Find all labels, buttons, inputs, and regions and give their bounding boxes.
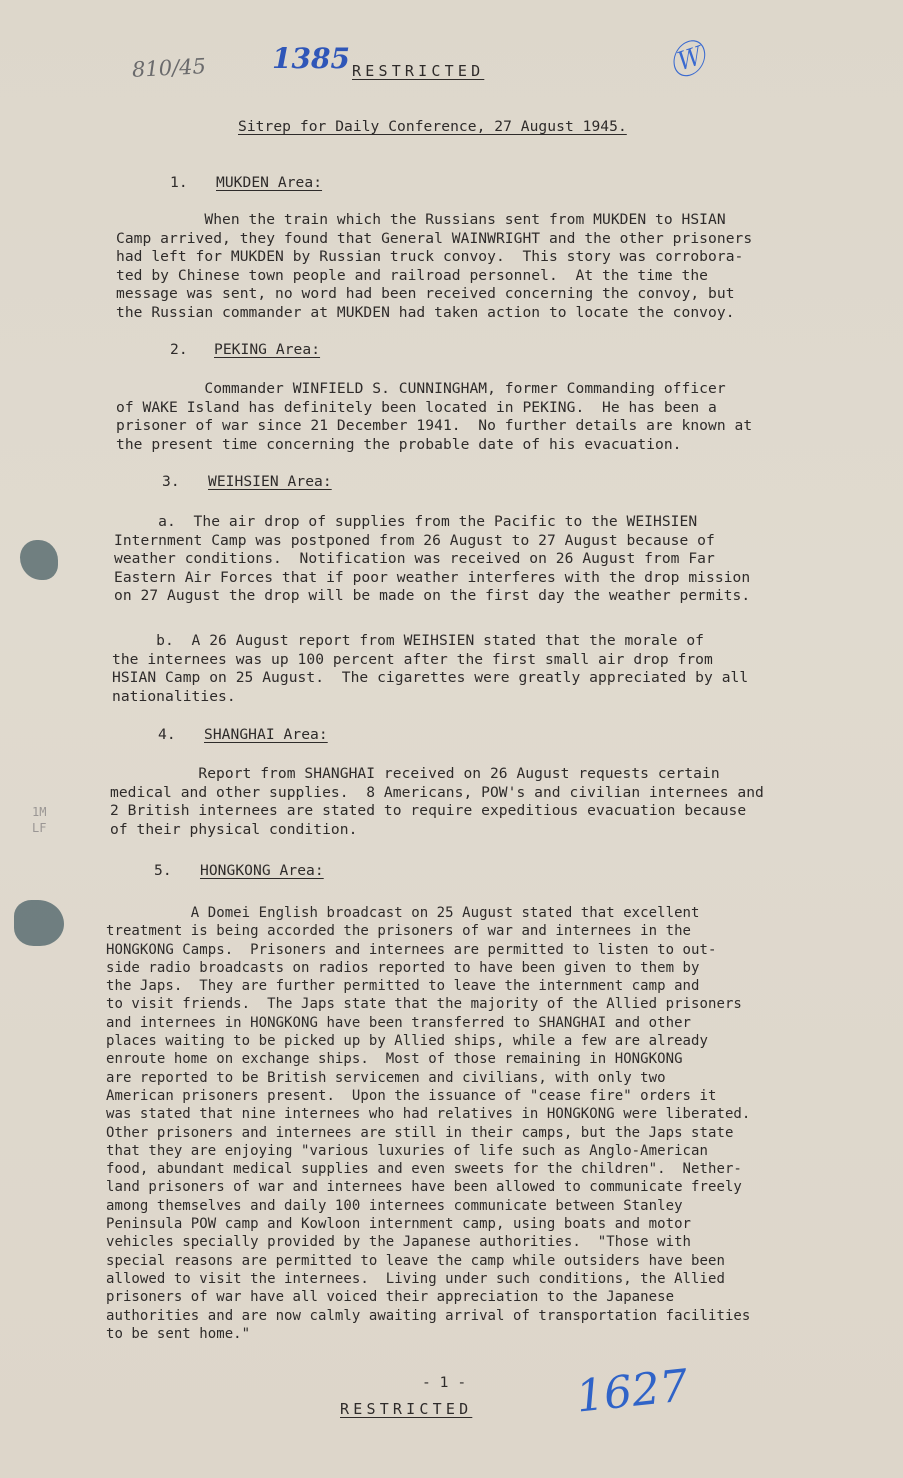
section-paragraph: Report from SHANGHAI received on 26 August requests certain medical and other supplies. 8 Americans, POW's and civilian internees and 2 British internees are stated to require expeditious evacuation because of their physical condition.: [110, 765, 764, 838]
punch-hole-stain: [20, 540, 58, 580]
punch-hole-stain: [14, 900, 64, 946]
section-number: 2.: [170, 341, 188, 358]
section-paragraph: A Domei English broadcast on 25 August stated that excellent treatment is being accorded the prisoners of war and internees in the HONGKONG Camps. Prisoners and internees are permitted to listen to out- side radio broadcasts on radios reported to have been given to them by the Japs. They are further permitted to leave the internment camp and to visit friends. The Japs state that the majority of the Allied prisoners and internees in HONGKONG have been transferred to SHANGHAI and other places waiting to be picked up by Allied ships, while a few are already enroute home on exchange ships. Most of those remaining in HONGKONG are reported to be British servicemen and civilians, with only two American prisoners present. Upon the issuance of "cease fire" orders it was stated that nine internees who had relatives in HONGKONG were liberated. Other prisoners and internees are still in their camps, but the Japs state that they are enjoying "various luxuries of life such as Anglo-American food, abundant medical supplies and even sweets for the children". Nether- land prisoners of war and internees have been allowed to communicate freely among themselves and daily 100 internees communicate between Stanley Peninsula POW camp and Kowloon internment camp, using boats and motor vehicles specially provided by the Japanese authorities. "Those with special reasons are permitted to leave the camp while outsiders have been allowed to visit the internees. Living under such conditions, the Allied prisoners of war have all voiced their appreciation to the Japanese authorities and are now calmly awaiting arrival of transportation facilities to be sent home.": [106, 905, 751, 1342]
section-number: 1.: [170, 174, 188, 191]
section-number: 5.: [154, 862, 172, 879]
initials-scribble: Ⓦ: [663, 38, 705, 87]
section-heading: SHANGHAI Area:: [204, 726, 328, 743]
section-number: 4.: [158, 726, 176, 743]
handwritten-file-number: 810/45: [131, 54, 207, 82]
classification-footer: RESTRICTED: [340, 1400, 473, 1418]
section-number: 3.: [162, 473, 180, 490]
handwritten-record-number: 1385: [272, 42, 350, 75]
section-paragraph: a. The air drop of supplies from the Pacific to the WEIHSIEN Internment Camp was postponed from 26 August to 27 August because of weather conditions. Notification was received on 26 August from Far Eastern Air Forces that if poor weather interferes with the drop mission on 27 August the drop will be made on the first day the weather permits.: [114, 513, 751, 605]
section-heading: PEKING Area:: [214, 341, 321, 358]
document-title: Sitrep for Daily Conference, 27 August 1945.: [238, 118, 627, 135]
section-heading: WEIHSIEN Area:: [208, 473, 332, 490]
handwritten-footer-mark: 1627: [573, 1360, 691, 1423]
margin-pencil-note: 1M LF: [32, 805, 47, 835]
section-paragraph: Commander WINFIELD S. CUNNINGHAM, former Commanding officer of WAKE Island has definitely been located in PEKING. He has been a prisoner of war since 21 December 1941. No further details are known at the present time concerning the probable date of his evacuation.: [116, 380, 753, 453]
classification-header: RESTRICTED: [352, 62, 485, 80]
section-paragraph: When the train which the Russians sent from MUKDEN to HSIAN Camp arrived, they found that General WAINWRIGHT and the other prisoners had left for MUKDEN by Russian truck convoy. This story was corrobora- ted by Chinese town people and railroad personnel. At the time the message was sent, no word had been received concerning the convoy, but the Russian commander at MUKDEN had taken action to locate the convoy.: [116, 211, 753, 321]
section-heading: MUKDEN Area:: [216, 174, 323, 191]
section-heading: HONGKONG Area:: [200, 862, 324, 879]
handwritten-initials-stamp: [661, 31, 705, 89]
section-paragraph: b. A 26 August report from WEIHSIEN stated that the morale of the internees was up 100 percent after the first small air drop from HSIAN Camp on 25 August. The cigarettes were greatly appreciated by all nationalities.: [112, 632, 749, 705]
page-number: - 1 -: [422, 1374, 467, 1391]
